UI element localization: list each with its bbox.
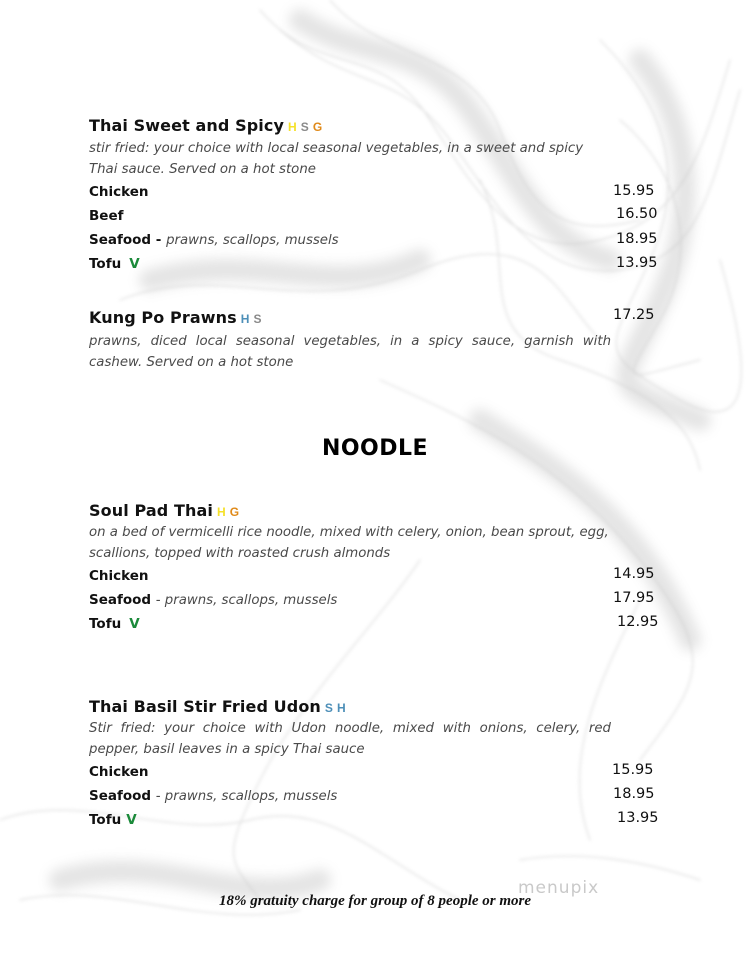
item-desc-udon: Stir fried: your choice with Udon noodle, mixed with onions, celery, red pepper, basil leaves in a spicy Thai sauce bbox=[89, 721, 611, 757]
option-name: Beef bbox=[89, 208, 124, 224]
option-name: Chicken bbox=[89, 184, 149, 200]
tag-v: V bbox=[126, 812, 137, 828]
option-seafood bbox=[89, 788, 337, 804]
price-kung-po: 17.25 bbox=[613, 307, 655, 323]
tag-h: H bbox=[287, 120, 297, 134]
dietary-tags bbox=[241, 312, 266, 326]
dietary-tags bbox=[325, 701, 350, 715]
option-tofu bbox=[89, 616, 140, 632]
option-chicken bbox=[89, 568, 149, 584]
tag-h: H bbox=[240, 312, 250, 326]
price-chicken: 15.95 bbox=[612, 762, 654, 778]
option-seafood bbox=[89, 592, 337, 608]
option-name: Tofu bbox=[89, 812, 122, 828]
option-name: Tofu bbox=[89, 616, 122, 632]
price-beef: 16.50 bbox=[616, 206, 658, 222]
price-seafood: 18.95 bbox=[616, 231, 658, 247]
tag-s: S bbox=[324, 701, 334, 715]
item-title-pad-thai bbox=[89, 501, 243, 520]
option-name: Chicken bbox=[89, 764, 149, 780]
price-chicken: 15.95 bbox=[613, 183, 655, 199]
option-name: Seafood bbox=[89, 592, 152, 608]
option-chicken bbox=[89, 764, 149, 780]
tag-s: S bbox=[300, 120, 309, 134]
item-title-udon bbox=[89, 697, 350, 716]
option-beef bbox=[89, 208, 123, 224]
item-desc-pad-thai: on a bed of vermicelli rice noodle, mixed with celery, onion, bean sprout, egg, scallions, topped with roasted crush almonds bbox=[89, 525, 609, 561]
item-name: Thai Sweet and Spicy bbox=[89, 116, 284, 135]
option-note: - prawns, scallops, mussels bbox=[155, 789, 338, 804]
option-seafood bbox=[89, 232, 339, 248]
option-name: Tofu bbox=[89, 256, 122, 272]
tag-g: G bbox=[229, 505, 240, 519]
option-tofu bbox=[89, 812, 137, 828]
option-note: - prawns, scallops, mussels bbox=[155, 593, 338, 608]
section-title-noodle: NOODLE bbox=[321, 436, 429, 461]
dietary-tags bbox=[217, 505, 243, 519]
item-desc-kung-po: prawns, diced local seasonal vegetables, in a spicy sauce, garnish with cashew. Served on a hot stone bbox=[89, 334, 611, 370]
option-note: prawns, scallops, mussels bbox=[166, 233, 339, 248]
price-seafood: 18.95 bbox=[613, 786, 655, 802]
price-tofu: 13.95 bbox=[617, 810, 659, 826]
tag-h: H bbox=[337, 701, 346, 715]
item-name: Kung Po Prawns bbox=[89, 308, 237, 327]
option-chicken bbox=[89, 184, 149, 200]
option-name: Seafood - bbox=[89, 232, 162, 248]
price-chicken: 14.95 bbox=[613, 566, 655, 582]
price-tofu: 13.95 bbox=[616, 255, 658, 271]
tag-v: V bbox=[129, 616, 140, 632]
price-seafood: 17.95 bbox=[613, 590, 655, 606]
tag-v: V bbox=[129, 256, 140, 272]
item-name: Thai Basil Stir Fried Udon bbox=[89, 697, 321, 716]
price-tofu: 12.95 bbox=[617, 614, 659, 630]
item-title-sweet-spicy bbox=[89, 116, 326, 135]
option-name: Chicken bbox=[89, 568, 149, 584]
option-name: Seafood bbox=[89, 788, 152, 804]
option-tofu bbox=[89, 256, 140, 272]
item-desc-sweet-spicy: stir fried: your choice with local seasonal vegetables, in a sweet and spicy Thai sauce. Served on a hot stone bbox=[89, 141, 584, 177]
tag-h: H bbox=[216, 505, 226, 519]
item-title-kung-po bbox=[89, 308, 266, 327]
item-name: Soul Pad Thai bbox=[89, 501, 213, 520]
dietary-tags bbox=[288, 120, 326, 134]
tag-s: S bbox=[253, 312, 262, 326]
menupix-watermark: menupix bbox=[518, 878, 600, 898]
gratuity-note: 18% gratuity charge for group of 8 people or more bbox=[218, 893, 532, 909]
tag-g: G bbox=[312, 120, 323, 134]
